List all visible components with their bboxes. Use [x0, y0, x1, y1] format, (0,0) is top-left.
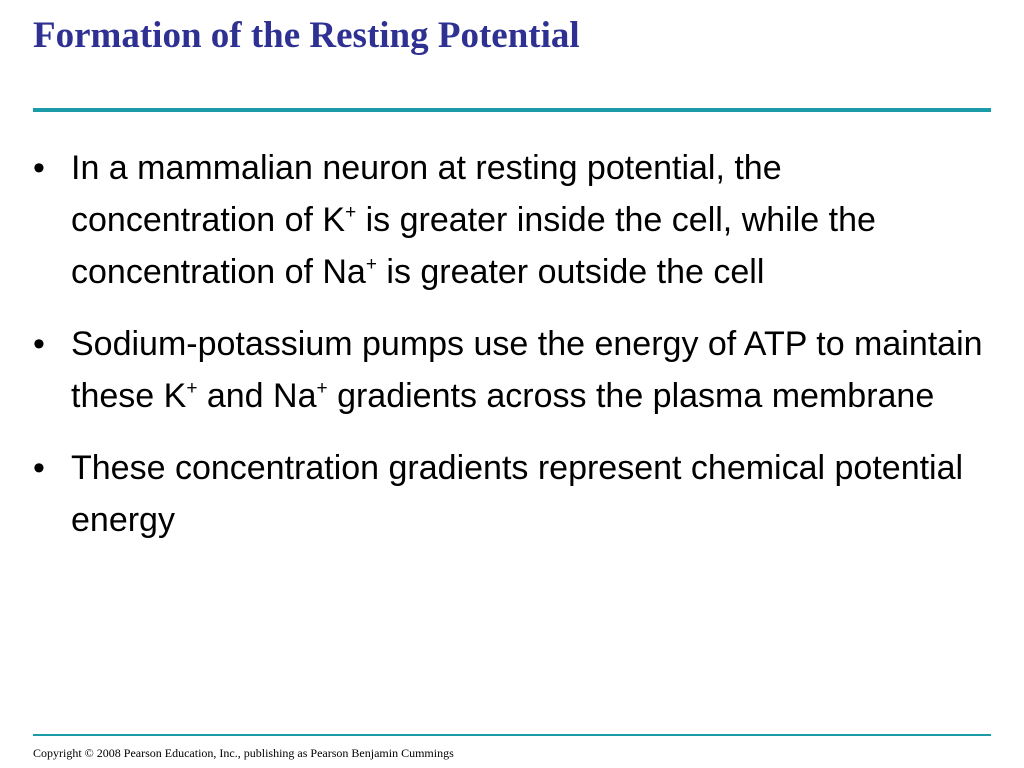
- bullet-marker: •: [33, 325, 45, 363]
- footer-divider: [33, 734, 991, 736]
- bullet-marker: •: [33, 449, 45, 487]
- superscript: +: [365, 254, 377, 275]
- bullet-text: These concentration gradients represent chemical potential energy: [71, 449, 964, 539]
- bullet-text: gradients across the plasma membrane: [327, 377, 935, 415]
- bullet-item: [33, 142, 993, 298]
- bullet-text: and Na: [197, 377, 317, 415]
- title-divider: [33, 108, 991, 112]
- bullet-text: is greater outside the cell: [376, 253, 765, 291]
- bullet-text: is greater inside the cell, while the concentration of Na: [71, 201, 876, 291]
- bullet-text: In a mammalian neuron at resting potential, the concentration of K: [71, 149, 782, 239]
- copyright-footer: Copyright © 2008 Pearson Education, Inc., publishing as Pearson Benjamin Cummings: [33, 746, 454, 760]
- superscript: +: [316, 378, 328, 399]
- superscript: +: [345, 202, 357, 223]
- superscript: +: [186, 378, 198, 399]
- slide-title: Formation of the Resting Potential: [33, 15, 580, 56]
- bullet-list: [33, 142, 993, 566]
- bullet-marker: •: [33, 149, 45, 187]
- bullet-item: [33, 442, 993, 546]
- bullet-item: [33, 318, 993, 422]
- bullet-text: Sodium-potassium pumps use the energy of ATP to maintain these K: [71, 325, 983, 415]
